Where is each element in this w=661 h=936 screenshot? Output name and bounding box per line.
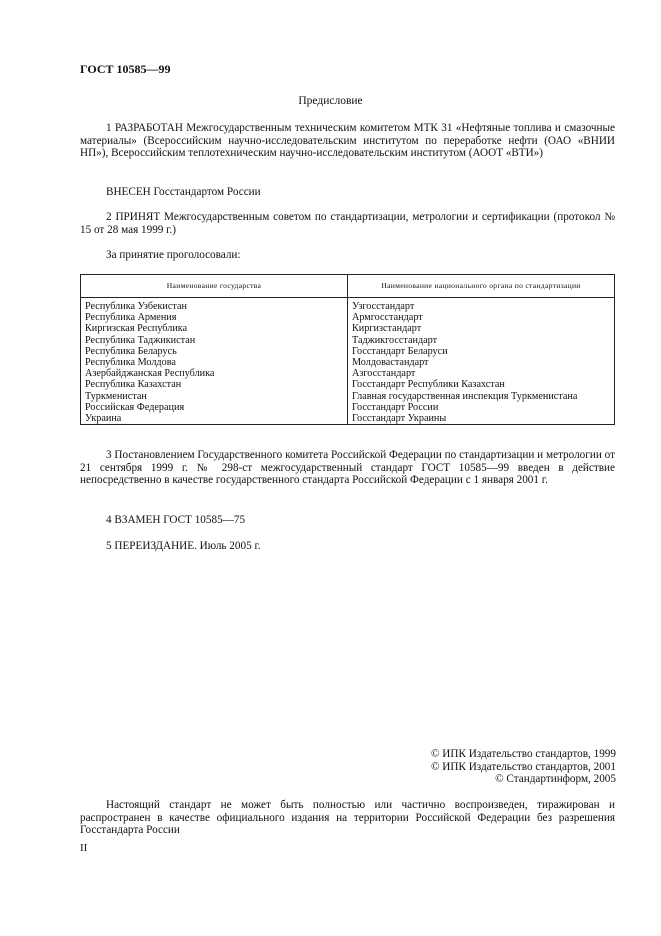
standards-body-cell: Киргизстандарт: [348, 323, 615, 334]
table-row: [81, 346, 615, 357]
standards-body-cell: Узгосстандарт: [348, 298, 615, 313]
state-name-cell: Киргизская Республика: [81, 323, 348, 334]
copyright-line: © ИПК Издательство стандартов, 2001: [430, 760, 616, 773]
voting-states-table: [80, 274, 615, 425]
state-name-cell: Туркменистан: [81, 391, 348, 402]
footer-notice-text: Настоящий стандарт не может быть полностью или частично воспроизведен, тиражирован и распространен в качестве официального издания на территории Российской Федерации без разрешения Госстандарта России: [80, 799, 615, 837]
copyright-line: © Стандартинформ, 2005: [495, 773, 616, 786]
table-header-row: [81, 275, 615, 298]
copyright-line: © ИПК Издательство стандартов, 1999: [430, 748, 616, 760]
table-row: [81, 413, 615, 425]
standards-body-cell: Госстандарт Республики Казахстан: [348, 379, 615, 390]
standards-body-cell: Госстандарт России: [348, 402, 615, 413]
state-name-cell: Украина: [81, 413, 348, 425]
section-developed-text: 1 РАЗРАБОТАН Межгосударственным техническим комитетом МТК 31 «Нефтяные топлива и смазочные материалы» (Всероссийским научно-исследовательским институтом по переработке нефти (ОАО «ВНИИ НП»), Всероссийским теплотехническим научно-исследовательским институтом (АООТ «ВТИ»): [80, 122, 615, 160]
section-adopted: [80, 211, 615, 236]
state-name-cell: Республика Казахстан: [81, 379, 348, 390]
state-name-cell: Республика Беларусь: [81, 346, 348, 357]
standards-body-cell: Госстандарт Украины: [348, 413, 615, 425]
state-name-cell: Республика Таджикистан: [81, 335, 348, 346]
table-row: [81, 368, 615, 379]
standards-body-cell: Азгосстандарт: [348, 368, 615, 379]
table-row: [81, 391, 615, 402]
table-row: [81, 312, 615, 323]
state-name-cell: Азербайджанская Республика: [81, 368, 348, 379]
state-name-cell: Республика Молдова: [81, 357, 348, 368]
section-adopted-text: 2 ПРИНЯТ Межгосударственным советом по стандартизации, метрологии и сертификации (протокол № 15 от 28 мая 1999 г.): [80, 211, 615, 236]
standards-body-cell: Госстандарт Беларуси: [348, 346, 615, 357]
section-replaces: 4 ВЗАМЕН ГОСТ 10585—75: [106, 514, 246, 526]
table-row: [81, 298, 615, 313]
section-reissue: 5 ПЕРЕИЗДАНИЕ. Июль 2005 г.: [106, 540, 261, 552]
table-row: [81, 335, 615, 346]
standards-body-cell: Молдовастандарт: [348, 357, 615, 368]
footer-notice: [80, 799, 615, 837]
document-code: ГОСТ 10585—99: [80, 62, 171, 76]
section-decree-text: 3 Постановлением Государственного комитета Российской Федерации по стандартизации и метрологии от 21 сентября 1999 г. № 298-ст межгосударственный стандарт ГОСТ 10585—99 введен в действие непосредственно в качестве государственного стандарта Российской Федерации с 1 января 2001 г.: [80, 449, 615, 487]
standards-body-cell: Армгосстандарт: [348, 312, 615, 323]
state-name-cell: Республика Армения: [81, 312, 348, 323]
table-row: [81, 357, 615, 368]
section-decree: [80, 449, 615, 487]
section-developed: [80, 122, 615, 160]
standards-body-cell: Главная государственная инспекция Туркменистана: [348, 391, 615, 402]
table-row: [81, 323, 615, 334]
table-row: [81, 379, 615, 390]
section-submitted: ВНЕСЕН Госстандартом России: [106, 186, 261, 198]
column-header-body: Наименование национального органа по стандартизации: [348, 275, 615, 298]
column-header-state: Наименование государства: [81, 275, 348, 298]
state-name-cell: Российская Федерация: [81, 402, 348, 413]
table-row: [81, 402, 615, 413]
page-number: II: [80, 842, 88, 854]
copyright-block: [380, 748, 616, 786]
page-title: Предисловие: [298, 95, 363, 107]
voted-label: За принятие проголосовали:: [106, 249, 241, 261]
state-name-cell: Республика Узбекистан: [81, 298, 348, 313]
standards-body-cell: Таджикгосстандарт: [348, 335, 615, 346]
